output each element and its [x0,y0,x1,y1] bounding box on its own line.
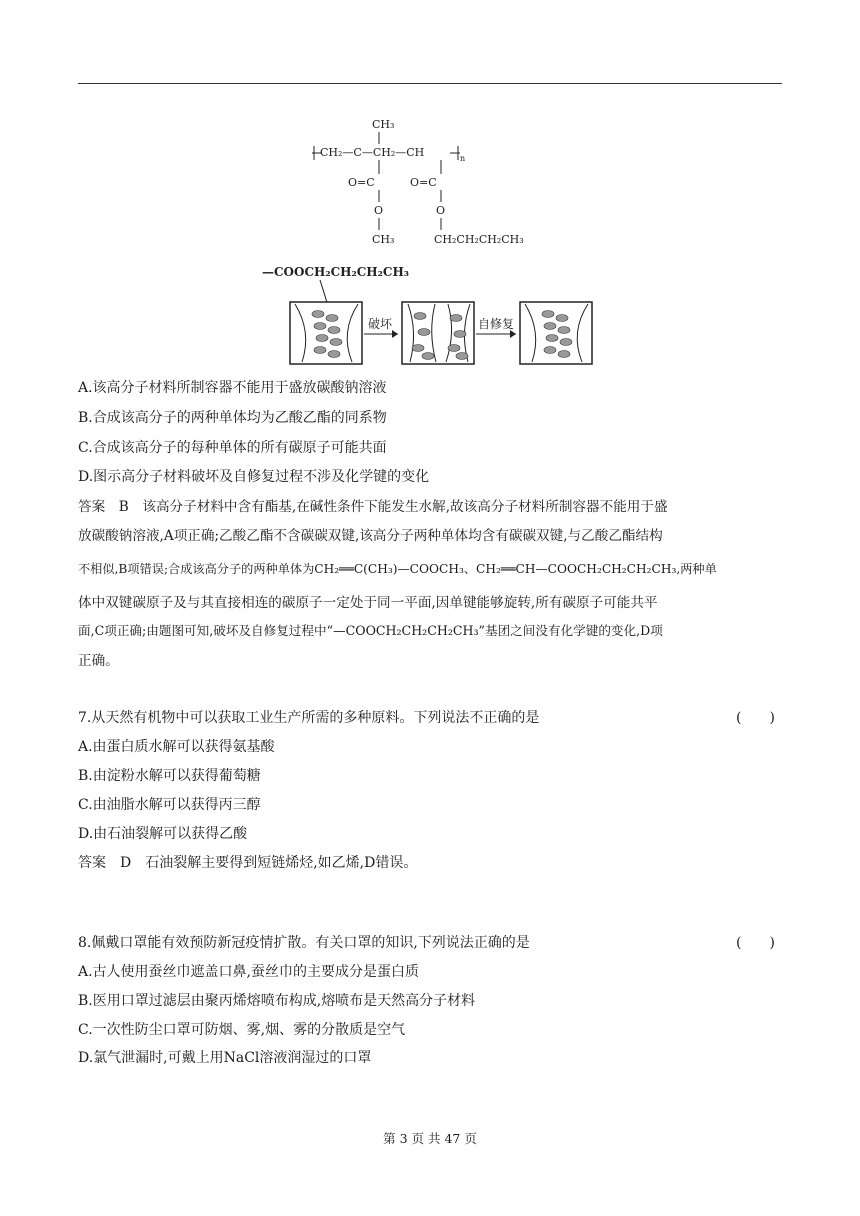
header-rule [78,83,782,84]
q6-answer-line-5: 面,C项正确;由题图可知,破坏及自修复过程中“—COOCH₂CH₂CH₂CH₃”基团之间没有化学键的变化,D项 [78,623,663,638]
q6-answer-line-4: 体中双键碳原子及与其直接相连的碳原子一定处于同一平面,因单键能够旋转,所有碳原子可能共平 [78,595,658,611]
page-footer: 第 3 页 共 47 页 [383,1131,477,1146]
group-label: —COOCH₂CH₂CH₂CH₃ [262,265,410,279]
q8-option-b: B.医用口罩过滤层由聚丙烯熔喷布构成,熔喷布是天然高分子材料 [78,993,476,1009]
o-right: O [436,204,446,217]
repaired-material-box [520,302,592,364]
q8-option-c: C.一次性防尘口罩可防烟、雾,烟、雾的分散质是空气 [78,1022,406,1038]
q7-answer: 答案 D 石油裂解主要得到短链烯烃,如乙烯,D错误。 [78,855,418,871]
carbonyl-right: O=C [410,176,437,189]
q7-option-b: B.由淀粉水解可以获得葡萄糖 [78,768,261,784]
step-destroy: 破坏 [368,317,393,331]
q6-option-c: C.合成该高分子的每种单体的所有碳原子可能共面 [78,440,387,456]
step-self-repair: 自修复 [478,317,515,331]
q7-option-a: A.由蛋白质水解可以获得氨基酸 [78,739,275,755]
q6-answer-line-1: 答案 B 该高分子材料中含有酯基,在碱性条件下能发生水解,故该高分子材料所制容器不能用于盛 [78,499,668,515]
q7-stem: 7.从天然有机物中可以获取工业生产所需的多种原料。下列说法不正确的是 [78,710,540,726]
self-healing-diagram [250,262,610,370]
q6-answer-line-6: 正确。 [78,653,119,669]
polymer-structure-figure [300,110,560,250]
repeat-n: n [460,154,466,163]
q6-answer-line-3: 不相似,B项错误;合成该高分子的两种单体为CH₂══C(CH₃)—COOCH₃、CH₂══CH—COOCH₂CH₂CH₂CH₃,两种单 [78,562,717,576]
q6-option-b: B.合成该高分子的两种单体均为乙酸乙酯的同系物 [78,410,387,426]
q8-stem: 8.佩戴口罩能有效预防新冠疫情扩散。有关口罩的知识,下列说法正确的是 [78,935,530,951]
q8-option-d: D.氯气泄漏时,可戴上用NaCl溶液润湿过的口罩 [78,1050,372,1066]
q7-option-c: C.由油脂水解可以获得丙三醇 [78,797,261,813]
q6-option-d: D.图示高分子材料破坏及自修复过程不涉及化学键的变化 [78,469,430,485]
ch3-bottom: CH₃ [372,233,395,246]
q6-option-a: A.该高分子材料所制容器不能用于盛放碳酸钠溶液 [78,380,387,396]
carbonyl-left: O=C [348,176,375,189]
q7-answer-bracket: ( ) [736,710,775,726]
butyl-group: CH₂CH₂CH₂CH₃ [434,233,524,246]
q8-answer-bracket: ( ) [736,935,775,951]
broken-material-box [402,302,474,364]
main-chain: CH₂—C—CH₂—CH [320,146,425,159]
q7-option-d: D.由石油裂解可以获得乙酸 [78,826,248,842]
intact-material-box [290,302,362,364]
ch3-top: CH₃ [372,118,395,131]
q8-option-a: A.古人使用蚕丝巾遮盖口鼻,蚕丝巾的主要成分是蛋白质 [78,964,420,980]
o-left: O [374,204,384,217]
q6-answer-line-2: 放碳酸钠溶液,A项正确;乙酸乙酯不含碳碳双键,该高分子两种单体均含有碳碳双键,与乙酸乙酯结构 [78,528,663,544]
